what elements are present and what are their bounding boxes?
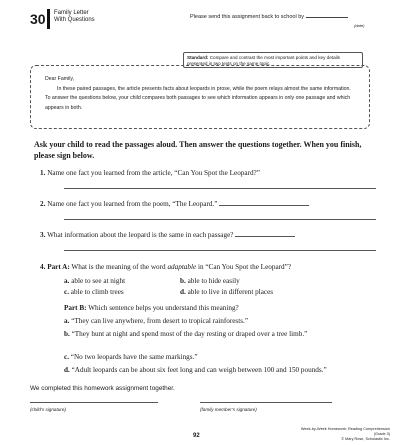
option-letter: a. — [64, 277, 70, 285]
date-label: (date) — [354, 23, 365, 28]
date-field[interactable] — [306, 17, 348, 18]
question-number: 4. — [40, 263, 46, 271]
standard-text: Compare and contrast the most important points and key details presented in two texts on the same topic. — [187, 55, 340, 66]
footer-credit — [300, 427, 390, 442]
part-a-word: adaptable — [167, 263, 197, 271]
option-letter: c. — [64, 288, 69, 296]
send-back-note — [190, 14, 348, 20]
question-text: Name one fact you learned from the poem, “The Leopard.” — [47, 200, 218, 208]
question-4-part-b — [64, 303, 374, 313]
header-divider — [47, 9, 50, 29]
option-letter: b. — [180, 277, 186, 285]
option-letter: c. — [64, 353, 69, 361]
question-3 — [40, 230, 375, 240]
option-letter: d. — [64, 366, 70, 374]
title-line-2: With Questions — [54, 17, 95, 23]
option-d[interactable] — [180, 287, 273, 297]
title-line-1: Family Letter — [54, 10, 89, 16]
standard-box — [183, 52, 363, 68]
option-text: “They can live anywhere, from desert to tropical rainforests.” — [71, 317, 249, 325]
option-letter: d. — [180, 288, 186, 296]
question-number: 3. — [40, 231, 46, 239]
answer-line-3[interactable] — [64, 250, 376, 251]
part-b-option-d[interactable] — [64, 365, 364, 375]
letter-greeting: Dear Family, — [45, 76, 75, 82]
question-1 — [40, 168, 375, 178]
option-text: able to hide easily — [187, 277, 240, 285]
instructions: Ask your child to read the passages aloud. Then answer the questions together. When you finish, please sign below. — [34, 140, 362, 160]
option-c[interactable] — [64, 287, 124, 297]
family-signature-line[interactable] — [200, 402, 332, 403]
standard-label: Standard: — [187, 55, 209, 60]
answer-inline-2[interactable] — [219, 205, 309, 206]
family-signature-label: (family member’s signature) — [200, 407, 257, 412]
question-4-part-a — [40, 262, 375, 272]
footer-page-number: 92 — [193, 433, 200, 439]
option-text: “No two leopards have the same markings.” — [70, 353, 198, 361]
send-back-text: Please send this assignment back to school by — [190, 14, 305, 20]
answer-line-1[interactable] — [64, 188, 376, 189]
family-letter-box — [30, 65, 370, 129]
part-b-text: Which sentence helps you understand this meaning? — [88, 304, 239, 312]
child-signature-label: (child’s signature) — [30, 407, 66, 412]
option-letter: b. — [64, 330, 70, 338]
option-text: “They hunt at night and spend most of the day resting or draped over a tree limb.” — [71, 330, 308, 338]
letter-body: In these paired passages, the article presents facts about leopards in prose, while the poem relays almost the same information. To answer the questions below, your child compares both passages to see which information appears in only one passage and which appears in both. — [45, 85, 351, 111]
question-number: 1. — [40, 169, 46, 177]
option-text: able to climb trees — [70, 288, 124, 296]
part-a-text-1: What is the meaning of the word — [71, 263, 166, 271]
part-b-option-a[interactable] — [64, 316, 364, 326]
completion-statement: We completed this homework assignment together. — [30, 385, 175, 392]
answer-line-2[interactable] — [64, 219, 376, 220]
part-a-label: Part A: — [47, 263, 70, 271]
question-text: What information about the leopard is the same in each passage? — [47, 231, 234, 239]
option-text: able to live in different places — [187, 288, 274, 296]
page-number: 30 — [30, 11, 46, 27]
child-signature-line[interactable] — [30, 402, 158, 403]
credit-line-2: © Mary Rose, Scholastic Inc. — [341, 437, 390, 441]
part-b-option-c[interactable] — [64, 352, 364, 362]
part-b-label: Part B: — [64, 304, 87, 312]
question-text: Name one fact you learned from the article, “Can You Spot the Leopard?” — [47, 169, 260, 177]
option-text: able to see at night — [71, 277, 126, 285]
part-a-text-2: in “Can You Spot the Leopard”? — [197, 263, 292, 271]
option-a[interactable] — [64, 276, 125, 286]
question-2 — [40, 199, 375, 209]
page-header — [30, 8, 385, 30]
answer-inline-3[interactable] — [235, 236, 295, 237]
page-title — [54, 10, 95, 24]
option-text: “Adult leopards can be about six feet long and can weigh between 100 and 150 pounds.” — [71, 366, 327, 374]
credit-line-1: Week-by-Week Homework: Reading Comprehension (Grade 3) — [300, 427, 390, 436]
part-b-option-b[interactable] — [64, 329, 364, 339]
option-letter: a. — [64, 317, 70, 325]
option-b[interactable] — [180, 276, 240, 286]
question-number: 2. — [40, 200, 46, 208]
